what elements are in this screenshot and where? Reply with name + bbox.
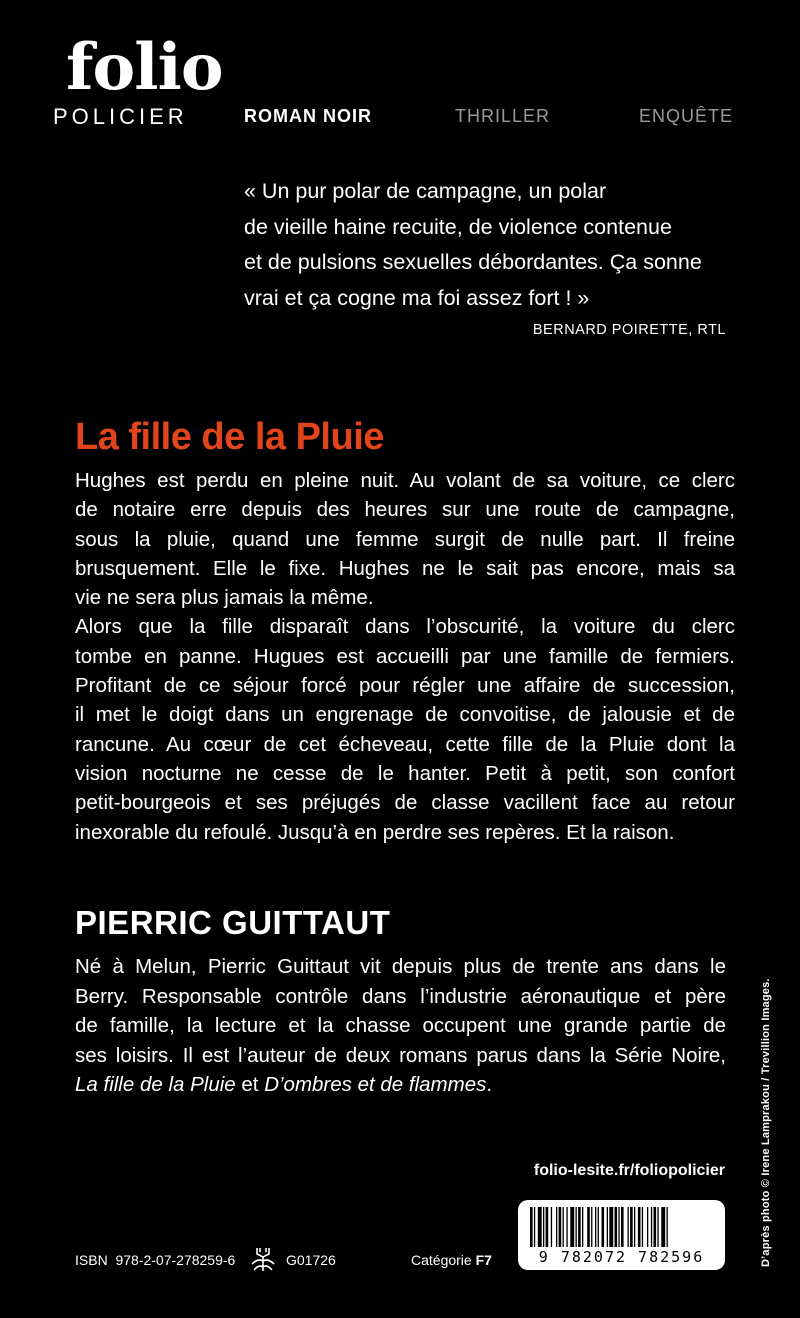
barcode-bar (566, 1207, 567, 1247)
synopsis-line: vie ne sera plus jamais la même. (75, 586, 374, 610)
author-name: PIERRIC GUITTAUT (75, 904, 391, 941)
synopsis-line: petit-bourgeois et ses préjugés de classe vacillent face au retour (75, 791, 735, 815)
barcode-bar (630, 1207, 633, 1247)
synopsis-line: Profitant de ce séjour forcé pour régler une affaire de succession, (75, 674, 735, 698)
categorie-value: F7 (475, 1252, 492, 1268)
synopsis-line: de notaire erre depuis des heures sur une route de campagne, (75, 498, 735, 522)
barcode-bar (607, 1207, 608, 1247)
barcode-bar (556, 1207, 557, 1247)
genre-enquete: ENQUÊTE (639, 106, 734, 126)
quote-attribution: BERNARD POIRETTE, RTL (532, 322, 726, 338)
barcode-bar (602, 1207, 605, 1247)
bio-line (75, 1070, 726, 1100)
barcode-bar (609, 1207, 613, 1247)
synopsis-line: brusquement. Elle le fixe. Hughes ne le sait pas encore, mais sa (75, 556, 735, 580)
synopsis-line: inexorable du refoulé. Jusqu’à en perdre ses repères. Et la raison. (75, 820, 675, 844)
categorie-label: Catégorie (411, 1252, 476, 1268)
synopsis-line: sous la pluie, quand une femme surgit de nulle part. Il freine (75, 527, 735, 551)
bio-end: . (486, 1073, 493, 1096)
barcode-bar (657, 1207, 658, 1247)
recycle-fleuron-icon (248, 1244, 278, 1274)
barcode-bar (634, 1207, 635, 1247)
book-title: La fille de la Pluie (75, 416, 384, 458)
synopsis-line: il met le doigt dans un engrenage de convoitise, de jalousie et de (75, 703, 735, 727)
synopsis (75, 466, 735, 847)
barcode-bar (621, 1207, 624, 1247)
barcode-bars (528, 1207, 715, 1247)
bio-connector: et (235, 1073, 265, 1096)
quote-line: « Un pur polar de campagne, un polar (244, 179, 607, 203)
press-quote (244, 174, 744, 316)
barcode-bar (534, 1207, 535, 1247)
barcode (518, 1200, 725, 1270)
synopsis-line: Hughes est perdu en pleine nuit. Au volant de sa voiture, ce clerc (75, 469, 735, 492)
quote-line: de vieille haine recuite, de violence contenue (244, 214, 672, 239)
barcode-bar (667, 1207, 668, 1247)
barcode-bar (576, 1207, 577, 1247)
quote-line: vrai et ça cogne ma foi assez fort ! » (244, 285, 590, 310)
barcode-bar (651, 1207, 652, 1247)
barcode-bar (647, 1207, 648, 1247)
photo-credit: D’après photo © Irene Lamprakou / Trevillion Images. (760, 978, 772, 1267)
bio-line: ses loisirs. Il est l’auteur de deux romans parus dans la Série Noire, (75, 1043, 726, 1067)
barcode-bar (530, 1207, 533, 1247)
folio-logo: folio (66, 30, 223, 105)
barcode-bar (661, 1207, 665, 1247)
barcode-bar (559, 1207, 562, 1247)
barcode-bar (598, 1207, 599, 1247)
website-link: folio-lesite.fr/foliopolicier (533, 1162, 725, 1179)
book-title-ref: D’ombres et de flammes (264, 1073, 487, 1096)
synopsis-line: tombe en panne. Hugues est accueilli par une famille de fermiers. (75, 644, 735, 668)
bio-line: Berry. Responsable contrôle dans l’industrie aéronautique et père (75, 984, 726, 1008)
bio-line: de famille, la lecture et la chasse occupent une grande partie de (75, 1014, 726, 1037)
barcode-bar (595, 1207, 596, 1247)
bio-line: Né à Melun, Pierric Guittaut vit depuis plus de trente ans dans le (75, 955, 726, 978)
barcode-bar (551, 1207, 552, 1247)
policier-label: POLICIER (53, 104, 188, 129)
product-code: G01726 (286, 1252, 336, 1268)
synopsis-line: Alors que la fille disparaît dans l’obscurité, la voiture du clerc (75, 615, 735, 639)
book-title-ref: La fille de la Pluie (75, 1073, 236, 1096)
barcode-bar (546, 1207, 549, 1247)
barcode-bar (642, 1207, 643, 1247)
barcode-bar (578, 1207, 581, 1247)
barcode-bar (582, 1207, 583, 1247)
synopsis-line: rancune. Au cœur de cet écheveau, cette fille de la Pluie dont la (75, 732, 735, 756)
quote-line: et de pulsions sexuelles débordantes. Ça sonne (244, 250, 702, 274)
barcode-bar (570, 1207, 574, 1247)
barcode-bar (618, 1207, 619, 1247)
barcode-bar (638, 1207, 641, 1247)
barcode-bar (563, 1207, 564, 1247)
genre-thriller: THRILLER (455, 106, 551, 126)
barcode-bar (538, 1207, 542, 1247)
synopsis-line: vision nocturne ne cesse de le hanter. Petit à petit, son confort (75, 761, 735, 785)
barcode-number: 9 782072 782596 (538, 1248, 705, 1266)
barcode-bar (587, 1207, 590, 1247)
barcode-bar (543, 1207, 544, 1247)
author-bio (75, 952, 726, 1100)
barcode-bar (628, 1207, 629, 1247)
isbn: ISBN 978-2-07-278259-6 (75, 1252, 236, 1268)
categorie (411, 1252, 492, 1268)
barcode-bar (591, 1207, 592, 1247)
barcode-bar (654, 1207, 657, 1247)
barcode-bar (615, 1207, 618, 1247)
genre-roman-noir: ROMAN NOIR (244, 106, 372, 126)
